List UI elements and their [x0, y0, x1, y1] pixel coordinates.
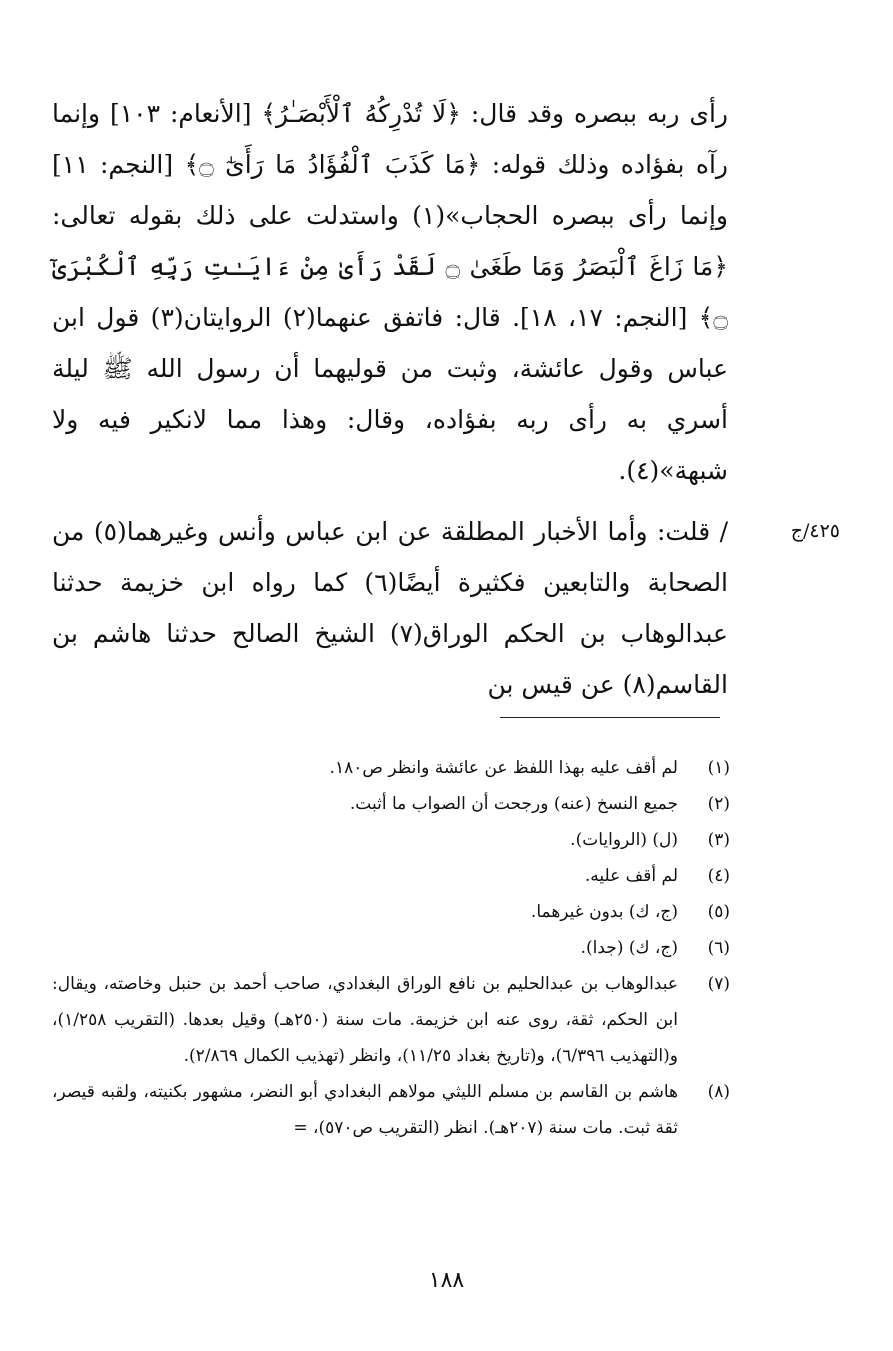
footnote-number: (٧) [707, 974, 730, 994]
footnotes [52, 750, 730, 1146]
main-text [52, 88, 728, 710]
footnote-text: لم أقف عليه بهذا اللفظ عن عائشة وانظر ص١٨٠. [329, 758, 678, 778]
footnote-text: (ل) (الروايات). [570, 830, 678, 850]
footnote-8 [52, 1074, 730, 1146]
main-paragraph-2: / قلت: وأما الأخبار المطلقة عن ابن عباس وأنس وغيرهما(٥) من الصحابة والتابعين فكثيرة أيضًا(٦) كما رواه ابن خزيمة حدثنا عبدالوهاب بن الحكم الوراق(٧) الشيخ الصالح حدثنا هاشم بن القاسم(٨) عن قيس بن [52, 517, 729, 699]
footnote-text: (ج، ك) بدون غيرهما. [530, 902, 678, 922]
footnote-5 [52, 894, 730, 930]
page-number: ١٨٨ [428, 1268, 465, 1293]
footnote-text: (ج، ك) (جدا). [580, 938, 678, 958]
footnote-text: جميع النسخ (عنه) ورجحت أن الصواب ما أثبت. [349, 794, 678, 814]
footnote-1 [52, 750, 730, 786]
manuscript-folio-note: ٤٢٥/ج [790, 520, 840, 542]
footnote-text: لم أقف عليه. [584, 866, 678, 886]
footnote-number: (١) [707, 758, 730, 778]
main-paragraph-1: رأى ربه ببصره وقد قال: ﴿لَا تُدْرِكُهُ ٱلْأَبْصَـٰرُ﴾ [الأنعام: ١٠٣] وإنما رآه بفؤاده وذلك قوله: ﴿مَا كَذَبَ ٱلْفُؤَادُ مَا رَأَىٰٓ ۝﴾ [النجم: ١١] وإنما رأى ببصره الحجاب»(١) واستدلت على ذلك بقوله تعالى: ﴿مَا زَاغَ ٱلْبَصَرُ وَمَا طَغَىٰ ۝ لَقَدْ رَأَىٰ مِنْ ءَايَـٰتِ رَبِّهِ ٱلْكُبْرَىٰٓ ۝﴾ [النجم: ١٧، ١٨]. قال: فاتفق عنهما(٢) الروايتان(٣) قول ابن عباس وقول عائشة، وثبت من قوليهما أن رسول الله ﷺ ليلة أسري به رأى ربه بفؤاده، وقال: وهذا مما لانكير فيه ولا شبهة»(٤). [52, 99, 728, 485]
footnote-separator [500, 717, 720, 718]
footnote-number: (٦) [707, 938, 730, 958]
footnote-number: (٤) [707, 866, 730, 886]
footnote-2 [52, 786, 730, 822]
footnote-number: (٥) [707, 902, 730, 922]
footnote-number: (٢) [707, 794, 730, 814]
footnote-text: هاشم بن القاسم بن مسلم الليثي مولاهم البغدادي أبو النضر، مشهور بكنيته، ولقبه قيصر، ثقة ثبت. مات سنة (٢٠٧هـ). انظر (التقريب ص٥٧٠)، = [52, 1082, 678, 1138]
footnote-7 [52, 966, 730, 1074]
footnote-6 [52, 930, 730, 966]
footnote-number: (٣) [707, 830, 730, 850]
footnote-text: عبدالوهاب بن عبدالحليم بن نافع الوراق البغدادي، صاحب أحمد بن حنبل وخاصته، ويقال: ابن الحكم، ثقة، روى عنه ابن خزيمة. مات سنة (٢٥٠هـ) وقيل بعدها. (التقريب ١/٢٥٨)، و(التهذيب ٦/٣٩٦)، و(تاريخ بغداد ١١/٢٥)، وانظر (تهذيب الكمال ٢/٨٦٩). [52, 974, 678, 1066]
footnote-number: (٨) [707, 1082, 730, 1102]
footnote-4 [52, 858, 730, 894]
footnote-3 [52, 822, 730, 858]
